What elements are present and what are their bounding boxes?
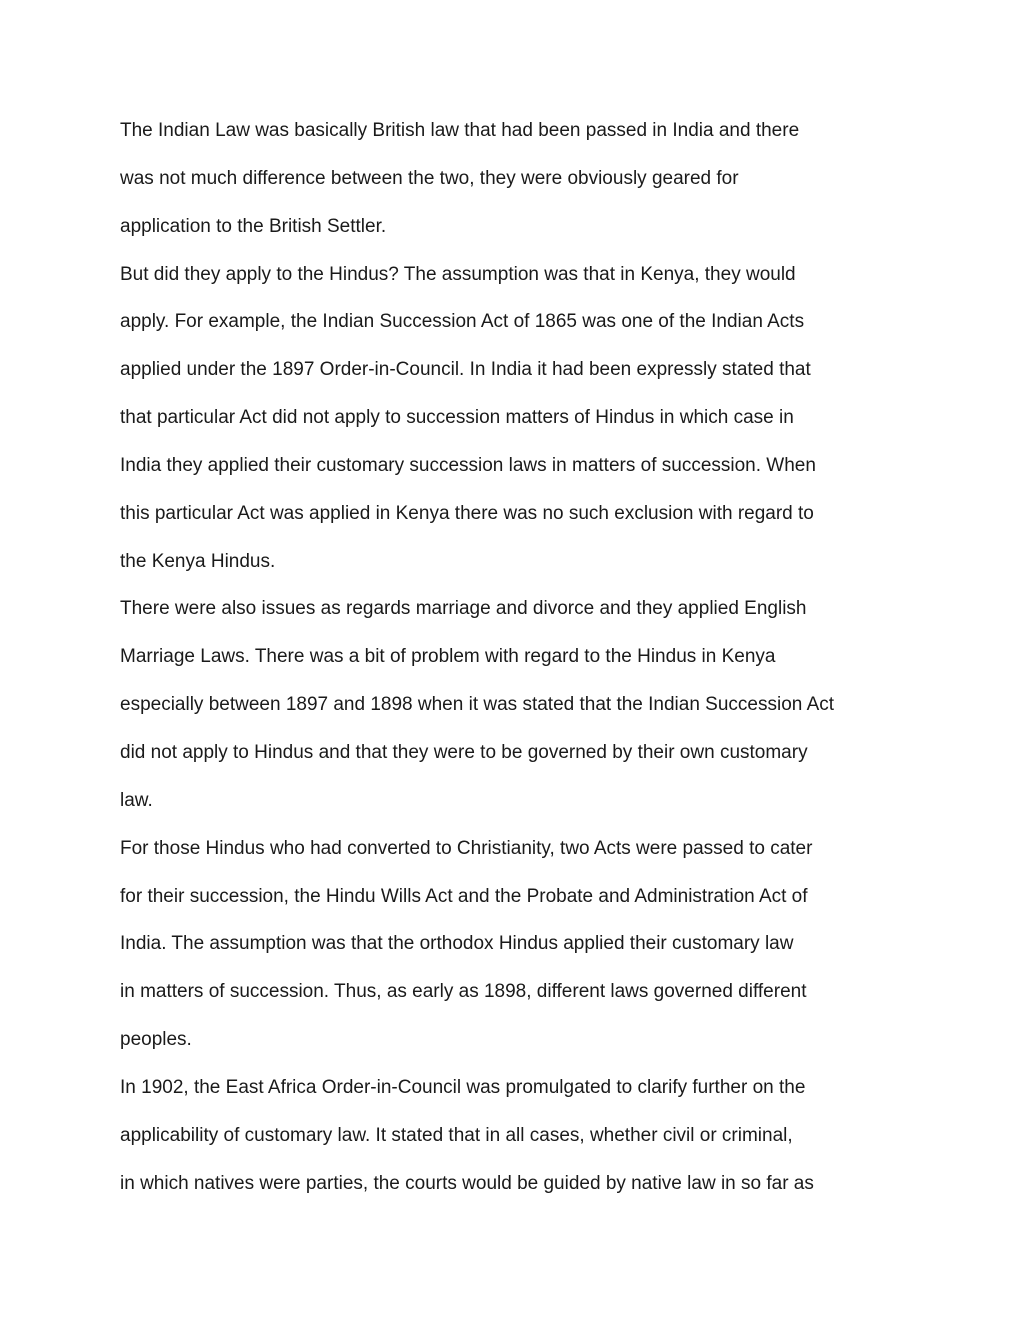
text-line: applied under the 1897 Order-in-Council. In India it had been expressly stated that xyxy=(120,359,811,381)
text-line: In 1902, the East Africa Order-in-Council was promulgated to clarify further on the xyxy=(120,1076,806,1098)
text-line: But did they apply to the Hindus? The assumption was that in Kenya, they would xyxy=(120,263,796,285)
text-line: Marriage Laws. There was a bit of problem with regard to the Hindus in Kenya xyxy=(120,646,776,668)
text-line: that particular Act did not apply to succession matters of Hindus in which case in xyxy=(120,407,794,429)
body-text xyxy=(120,115,920,1215)
text-line: law. xyxy=(120,789,153,811)
text-line: for their succession, the Hindu Wills Act and the Probate and Administration Act of xyxy=(120,885,808,907)
text-line: this particular Act was applied in Kenya there was no such exclusion with regard to xyxy=(120,502,814,524)
text-line: in which natives were parties, the courts would be guided by native law in so far as xyxy=(120,1172,814,1194)
text-line: India they applied their customary succession laws in matters of succession. When xyxy=(120,454,816,476)
text-line: There were also issues as regards marriage and divorce and they applied English xyxy=(120,598,807,620)
text-line: peoples. xyxy=(120,1029,192,1051)
text-line: India. The assumption was that the orthodox Hindus applied their customary law xyxy=(120,933,794,955)
text-line: apply. For example, the Indian Succession Act of 1865 was one of the Indian Acts xyxy=(120,311,805,333)
text-line: the Kenya Hindus. xyxy=(120,550,276,572)
text-line: especially between 1897 and 1898 when it was stated that the Indian Succession Act xyxy=(120,694,835,716)
text-line: applicability of customary law. It stated that in all cases, whether civil or criminal, xyxy=(120,1124,793,1146)
text-line: was not much difference between the two, they were obviously geared for xyxy=(120,167,739,189)
text-line: For those Hindus who had converted to Christianity, two Acts were passed to cater xyxy=(120,837,813,859)
text-line: application to the British Settler. xyxy=(120,215,387,237)
text-line: The Indian Law was basically British law that had been passed in India and there xyxy=(120,120,800,141)
text-line: did not apply to Hindus and that they were to be governed by their own customary xyxy=(120,741,808,763)
text-line: in matters of succession. Thus, as early as 1898, different laws governed different xyxy=(120,981,807,1003)
